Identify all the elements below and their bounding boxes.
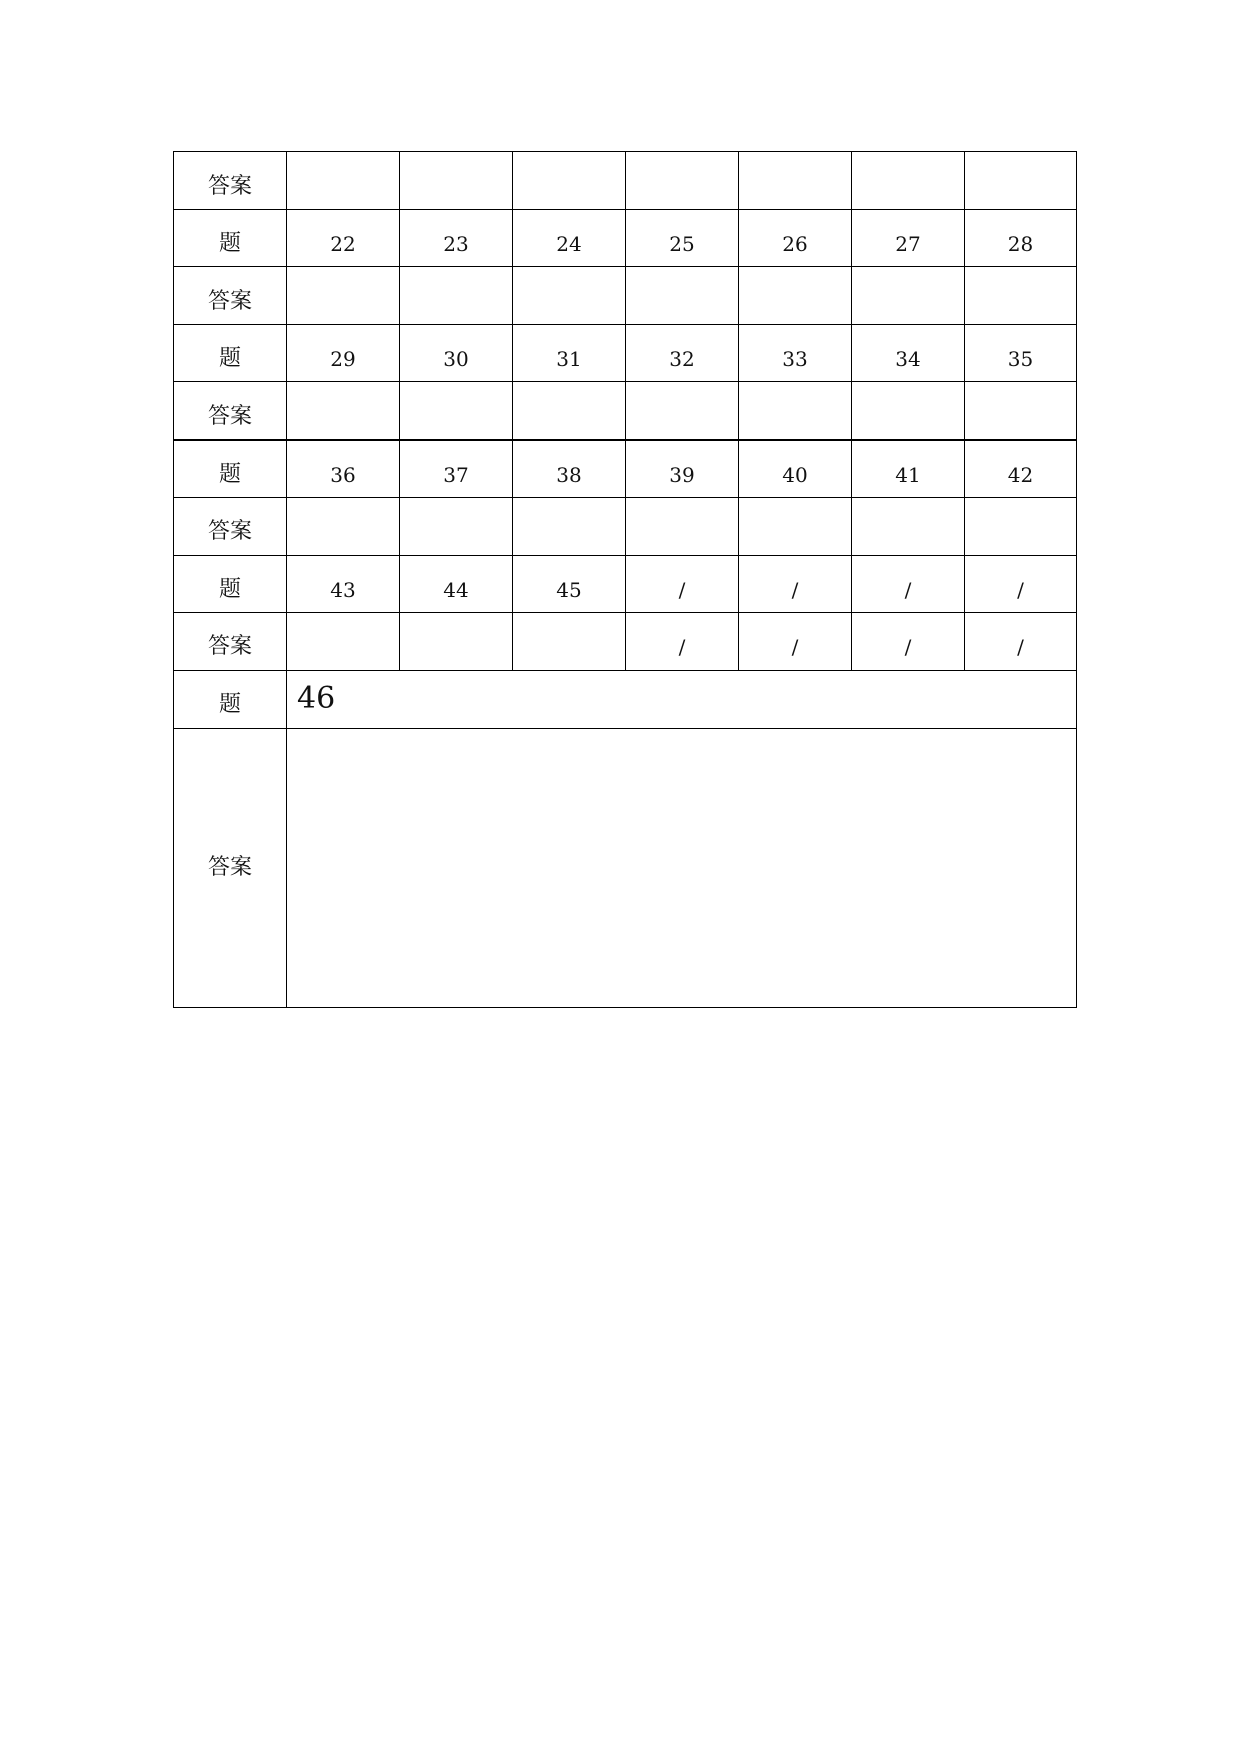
answer-cell[interactable] (513, 612, 626, 670)
essay-question-number: 46 (287, 670, 1077, 728)
unused-slash: / (739, 612, 852, 670)
question-row (174, 440, 1077, 497)
answer-row (174, 382, 1077, 441)
unused-slash: / (965, 612, 1077, 670)
answer-cell[interactable] (965, 382, 1077, 441)
question-label: 题 (174, 670, 287, 728)
answer-cell[interactable] (626, 382, 739, 441)
question-number: 42 (965, 440, 1077, 497)
question-row (174, 325, 1077, 382)
question-number: 32 (626, 325, 739, 382)
answer-cell[interactable] (626, 267, 739, 325)
answer-label: 答案 (174, 382, 287, 441)
answer-cell[interactable] (400, 152, 513, 210)
question-row (174, 555, 1077, 612)
answer-row (174, 612, 1077, 670)
answer-cell[interactable] (852, 267, 965, 325)
answer-label: 答案 (174, 728, 287, 1007)
question-number: 36 (287, 440, 400, 497)
question-number: 40 (739, 440, 852, 497)
essay-question-row (174, 670, 1077, 728)
answer-sheet-table (173, 151, 1077, 1008)
answer-cell[interactable] (400, 612, 513, 670)
unused-slash: / (739, 555, 852, 612)
unused-slash: / (965, 555, 1077, 612)
answer-cell[interactable] (852, 382, 965, 441)
answer-cell[interactable] (852, 497, 965, 555)
answer-cell[interactable] (400, 382, 513, 441)
answer-cell[interactable] (287, 152, 400, 210)
answer-row (174, 152, 1077, 210)
question-label: 题 (174, 555, 287, 612)
answer-row (174, 267, 1077, 325)
question-label: 题 (174, 210, 287, 267)
question-number: 29 (287, 325, 400, 382)
answer-row (174, 497, 1077, 555)
essay-answer-row (174, 728, 1077, 1007)
unused-slash: / (626, 612, 739, 670)
answer-cell[interactable] (400, 497, 513, 555)
answer-cell[interactable] (739, 382, 852, 441)
question-number: 26 (739, 210, 852, 267)
answer-cell[interactable] (626, 497, 739, 555)
answer-cell[interactable] (739, 497, 852, 555)
answer-label: 答案 (174, 267, 287, 325)
answer-cell[interactable] (739, 267, 852, 325)
answer-label: 答案 (174, 152, 287, 210)
answer-cell[interactable] (400, 267, 513, 325)
question-number: 44 (400, 555, 513, 612)
question-number: 45 (513, 555, 626, 612)
answer-cell[interactable] (965, 152, 1077, 210)
answer-cell[interactable] (287, 497, 400, 555)
answer-cell[interactable] (513, 497, 626, 555)
answer-cell[interactable] (513, 382, 626, 441)
answer-cell[interactable] (513, 152, 626, 210)
question-number: 24 (513, 210, 626, 267)
question-number: 27 (852, 210, 965, 267)
question-row (174, 210, 1077, 267)
unused-slash: / (852, 555, 965, 612)
question-number: 41 (852, 440, 965, 497)
question-number: 37 (400, 440, 513, 497)
answer-cell[interactable] (852, 152, 965, 210)
answer-label: 答案 (174, 497, 287, 555)
question-number: 25 (626, 210, 739, 267)
question-number: 43 (287, 555, 400, 612)
question-number: 38 (513, 440, 626, 497)
question-number: 39 (626, 440, 739, 497)
question-number: 31 (513, 325, 626, 382)
answer-cell[interactable] (739, 152, 852, 210)
essay-answer-area[interactable] (287, 728, 1077, 1007)
answer-cell[interactable] (513, 267, 626, 325)
answer-label: 答案 (174, 612, 287, 670)
question-number: 23 (400, 210, 513, 267)
answer-cell[interactable] (287, 382, 400, 441)
question-number: 22 (287, 210, 400, 267)
answer-cell[interactable] (287, 612, 400, 670)
answer-cell[interactable] (965, 497, 1077, 555)
question-number: 30 (400, 325, 513, 382)
question-number: 34 (852, 325, 965, 382)
question-number: 28 (965, 210, 1077, 267)
unused-slash: / (626, 555, 739, 612)
answer-cell[interactable] (965, 267, 1077, 325)
answer-cell[interactable] (626, 152, 739, 210)
answer-cell[interactable] (287, 267, 400, 325)
question-label: 题 (174, 325, 287, 382)
question-number: 35 (965, 325, 1077, 382)
unused-slash: / (852, 612, 965, 670)
question-label: 题 (174, 440, 287, 497)
question-number: 33 (739, 325, 852, 382)
